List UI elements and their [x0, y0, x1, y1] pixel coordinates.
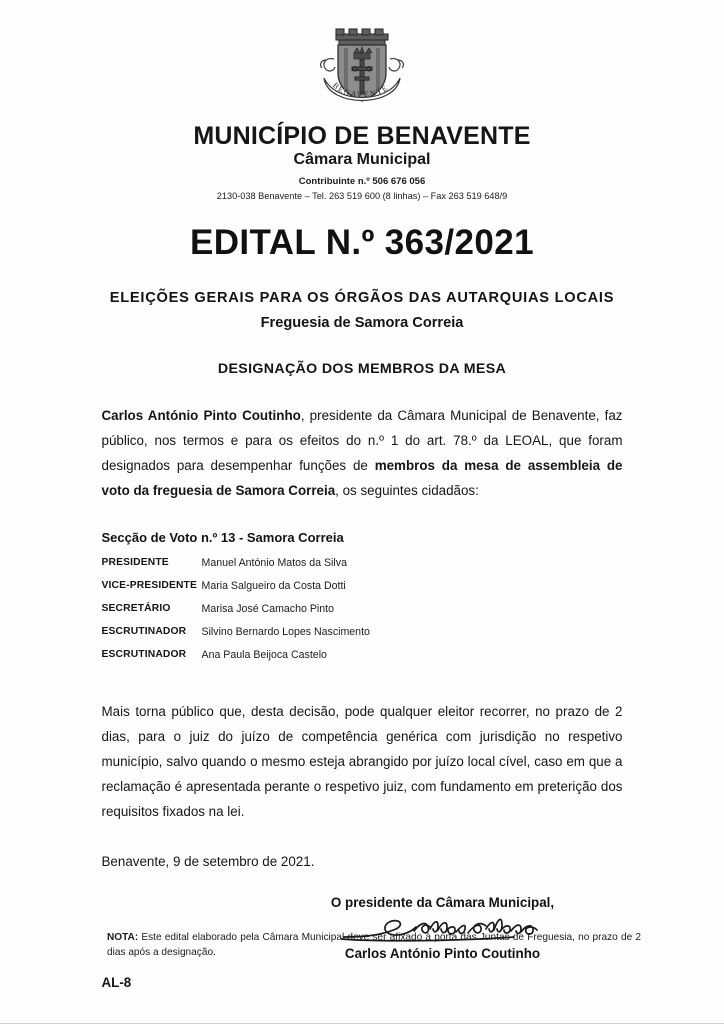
coat-of-arms-icon	[310, 26, 414, 116]
intro-text-last: , os seguintes cidadãos:	[335, 483, 479, 498]
signature-title: O presidente da Câmara Municipal,	[330, 895, 555, 910]
member-role: ESCRUTINADOR	[101, 649, 187, 660]
member-role: SECRETÁRIO	[101, 603, 171, 614]
member-name: Silvino Bernardo Lopes Nascimento	[201, 626, 370, 638]
document-reference-code: AL-8	[101, 975, 132, 990]
page-title: EDITAL N.º 363/2021	[190, 223, 534, 262]
member-role: VICE-PRESIDENTE	[101, 580, 198, 591]
intro-text-first: , presidente da Câmara Municipal de Benavente, faz público, nos termos e para os efeitos do n.º 1 do art. 78.º da LEOAL, que foram designados para desempenhar funções de	[101, 408, 623, 473]
table-row	[102, 626, 623, 649]
svg-text:BENAVENTE: BENAVENTE	[330, 80, 391, 100]
coat-of-arms-container	[0, 26, 724, 116]
purpose-subtitle: DESIGNAÇÃO DOS MEMBROS DA MESA	[217, 361, 507, 377]
place-and-date: Benavente, 9 de setembro de 2021.	[101, 854, 315, 869]
member-name: Marisa José Camacho Pinto	[201, 603, 334, 615]
member-role: ESCRUTINADOR	[101, 626, 187, 637]
member-role: PRESIDENTE	[101, 557, 169, 568]
organization-name: MUNICÍPIO DE BENAVENTE	[193, 122, 531, 150]
table-row	[102, 557, 623, 580]
footer-note-label: NOTA:	[107, 932, 139, 943]
footer-note-text: Este edital elaborado pela Câmara Municipal deve ser afixado à porta das Juntas de Freguesia, no prazo de 2 dias após a designação.	[107, 932, 641, 958]
letterhead	[0, 0, 724, 201]
table-row	[102, 603, 623, 626]
table-row	[102, 649, 623, 672]
organization-subtitle: Câmara Municipal	[293, 151, 431, 168]
election-subtitle: ELEIÇÕES GERAIS PARA OS ÓRGÃOS DAS AUTARQUIAS LOCAIS	[109, 290, 615, 306]
mesa-members-table	[102, 557, 623, 672]
voting-section-heading: Secção de Voto n.º 13 - Samora Correia	[101, 530, 344, 545]
intro-emphasis: membros da mesa de assembleia de voto da freguesia de Samora Correia	[101, 458, 623, 498]
member-name: Ana Paula Beijoca Castelo	[201, 649, 327, 661]
parish-subtitle: Freguesia de Samora Correia	[260, 315, 464, 331]
tax-number-line: Contribuinte n.º 506 676 056	[298, 176, 426, 187]
mayor-name: Carlos António Pinto Coutinho	[101, 408, 301, 423]
member-name: Manuel António Matos da Silva	[201, 557, 347, 569]
appeal-paragraph: Mais torna público que, desta decisão, pode qualquer eleitor recorrer, no prazo de 2 dias, para o juiz do juízo de competência genérica com jurisdição no respetivo município, salvo quando o mesmo esteja abrangido por juízo local cível, caso em que a reclamação é apresentada perante o respetivo juiz, com fundamento em preterição dos requisitos fixados na lei.	[101, 704, 623, 819]
document-body	[102, 403, 623, 990]
table-row	[102, 580, 623, 603]
member-name: Maria Salgueiro da Costa Dotti	[201, 580, 346, 592]
signatory-name: Carlos António Pinto Coutinho	[344, 946, 541, 961]
footer-note	[107, 931, 641, 960]
address-contact-line: 2130-038 Benavente – Tel. 263 519 600 (8 linhas) – Fax 263 519 648/9	[216, 191, 508, 201]
intro-paragraph	[102, 403, 623, 503]
